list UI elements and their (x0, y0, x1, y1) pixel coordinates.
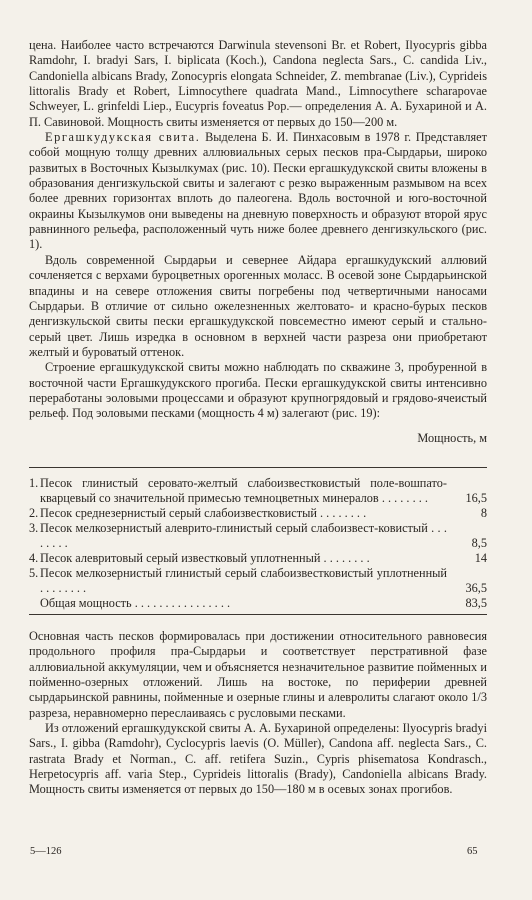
paragraph-sand-formation: Основная часть песков формировалась при достижении относительного равновесия продольного профиля пра-Сырдарьи и соответствует перстративной фазе аллювиальной аккумуляции, чем и объясняется незначительное развитие пойменных и пойменно-озерных отложений. Лишь на востоке, по периферии древней сырдарьинской равнины, пойменные и озерные глины и алевролиты слагают около 1/3 разреза, неравномерно переслаиваясь с русловыми песками. (29, 628, 487, 720)
layer-thickness: 36,5 (465, 580, 487, 595)
paragraph-ergashkuduk-intro (29, 130, 487, 253)
layer-number: 5. (29, 565, 39, 580)
layer-row (29, 566, 487, 596)
layer-thickness: 8,5 (471, 535, 487, 550)
paragraph-ostracods: Из отложений ергашкудукской свиты А. А. Бухариной определены: Ilyocypris bradyi Sars., I. gibba (Ramdohr), Cyclocypris laevis (O. Müller), Candona aff. neglecta Sars., C. rastrata Brady et Norman., C. aff. retifera Suzin., Cypris phisematosa Kondrasch., Herpetocypris aff. varia Step., Cyprideis littoralis (Brady), Candoniella albicans Brady. Мощность свиты изменяется от первых до 150—180 м в осевых зонах прогибов. (29, 721, 487, 797)
layer-row (29, 476, 487, 506)
paragraph-fauna-list: цена. Наиболее часто встречаются Darwinula stevensoni Br. et Robert, Ilyocypris gibba Ramdohr, I. bradyi Sars, I. biplicata (Koch.), Candona neglecta Sars., C. candida Liv., Candoniella albicans Brady, Zonocypris elongata Schneider, Z. membranae (Liv.), Cyprideis littoralis Brady et Robert, Limnocythere quadrata Mand., Limnocythere scharapovae Schweyer, L. grinfeldi Liep., Eucypris foveatus Pop.— определения А. А. Бухариной и А. П. Савиновой. Мощность свиты изменяется от первых до 150—200 м. (29, 38, 487, 129)
text-column (29, 38, 487, 798)
layer-description: Песок глинистый серовато-желтый слабоизвестковистый поле-вошпато-кварцевый со значительной примесью темноцветных минералов . . . . . . . . (40, 475, 447, 505)
layer-description: Песок мелкозернистый алеврито-глинистый серый слабоизвест-ковистый . . . . . . . . (40, 520, 447, 550)
layer-description: Песок среднезернистый серый слабоизвестковистый . . . . . . . . (40, 505, 367, 520)
page-number: 65 (467, 846, 478, 857)
total-value: 83,5 (465, 595, 487, 610)
table-top-rule (29, 467, 487, 468)
layer-number: 4. (29, 550, 39, 565)
paragraph-syrdarya: Вдоль современной Сырдарьи и севернее Айдара ергашкудукский аллювий сочленяется с верхами буроцветных орогенных моласс. В осевой зоне Сырдарьинской впадины и на севере отложения свиты погребены под четвертичными наносами Сырдарьи. В отличие от сильно ожелезненных желтовато- и красно-бурых песков денгизкульской свиты пески ергашкудукской повсеместно имеют серый и стально-серый цвет. Лишь изредка в основном в верхней части разреза они приобретают желтый и буроватый оттенок. (29, 252, 487, 359)
total-label: Общая мощность . . . . . . . . . . . . . . . . (40, 595, 231, 610)
signature-mark: 5—126 (30, 846, 62, 857)
layer-number: 2. (29, 505, 39, 520)
total-row (29, 596, 487, 611)
layer-description: Песок алевритовый серый известковый уплотненный . . . . . . . . (40, 550, 370, 565)
layer-thickness: 8 (480, 505, 487, 520)
layer-description: Песок мелкозернистый глинистый серый слабоизвестковистый уплотненный . . . . . . . . (40, 565, 447, 595)
layers-table (29, 476, 487, 611)
formation-heading: Ергашкудукская свита. (45, 130, 201, 145)
layer-number: 1. (29, 475, 39, 490)
layer-row (29, 551, 487, 566)
layer-row (29, 521, 487, 551)
paragraph-ergashkuduk-body: Выделена Б. И. Пинхасовым в 1978 г. Представляет собой мощную толщу древних аллювиальных серых песков пра-Сырдарьи, широко развитых в Восточных Кызылкумах (рис. 10). Пески ергашкудукской свиты вложены в образования денгизкульской свиты и залегают с резко выраженным размывом на всех более древних горизонтах вплоть до палеогена. Вдоль восточной и юго-восточной окраины Кызылкумов они выведены на дневную поверхность и образуют второй ярус равнинного рельефа, расположенный чуть ниже более древнего денгизкульского (рис. 1). (29, 130, 487, 252)
layer-thickness: 16,5 (465, 490, 487, 505)
layer-number: 3. (29, 520, 39, 535)
table-bottom-rule (29, 614, 487, 615)
layer-row (29, 506, 487, 521)
layer-thickness: 14 (474, 550, 487, 565)
thickness-column-header: Мощность, м (417, 430, 487, 445)
paragraph-borehole: Строение ергашкудукской свиты можно наблюдать по скважине 3, пробуренной в восточной части Ергашкудукского прогиба. Пески ергашкудукской свиты интенсивно переработаны эоловыми процессами и образуют крупногрядовый и грядово-ячеистый рельеф. Под эоловыми песками (мощность 4 м) залегают (рис. 19): (29, 360, 487, 421)
